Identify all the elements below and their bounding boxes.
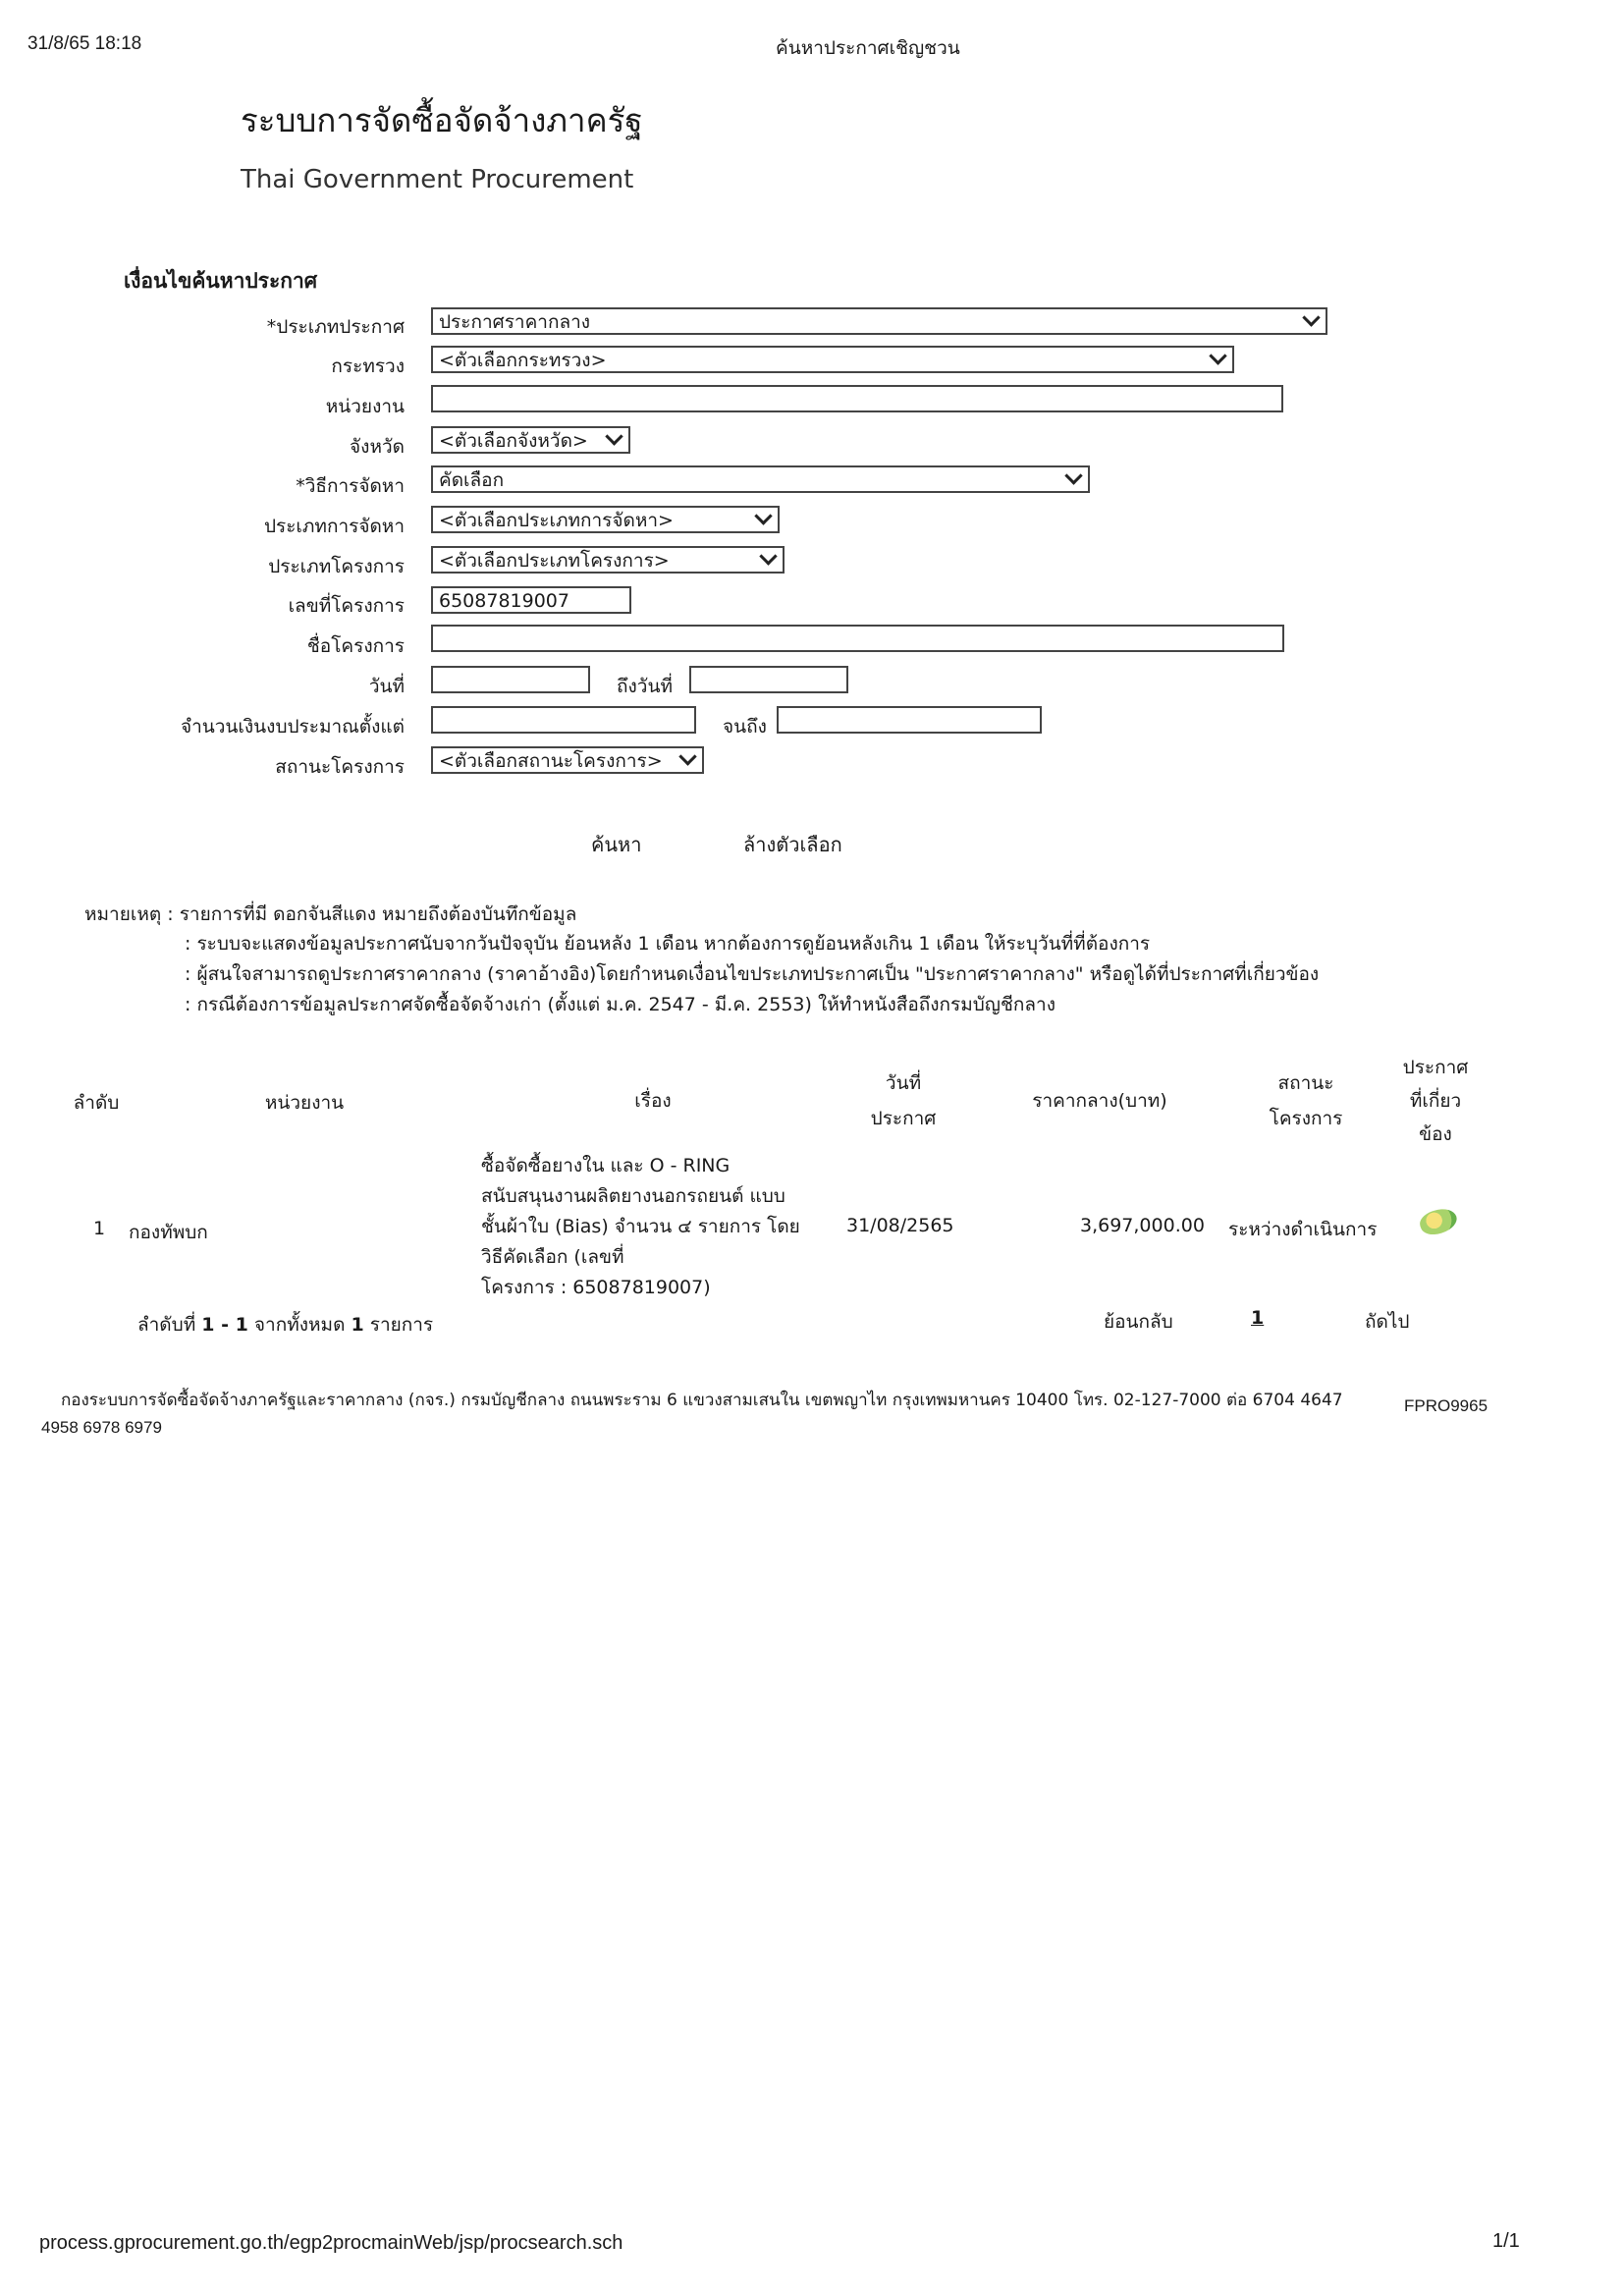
row-subject-line: โครงการ : 65087819007) (481, 1277, 711, 1298)
col-header-related-line: ข้อง (1419, 1123, 1452, 1145)
row-date: 31/08/2565 (846, 1215, 954, 1236)
project-name-label: ชื่อโครงการ (306, 635, 405, 657)
print-datetime: 31/8/65 18:18 (27, 33, 142, 54)
row-subject-line: ชั้นผ้าใบ (Bias) จำนวน ๔ รายการ โดย (481, 1216, 800, 1237)
date-from-input[interactable] (431, 666, 590, 693)
summary-range: 1 - 1 (201, 1314, 248, 1336)
project-type-label: ประเภทโครงการ (268, 556, 405, 577)
ministry-value: <ตัวเลือกกระทรวง> (439, 350, 607, 371)
col-header-date-line: ประกาศ (870, 1108, 937, 1129)
project-no-input[interactable]: 65087819007 (431, 586, 631, 614)
col-header-status-line: โครงการ (1269, 1108, 1343, 1129)
procure-type-value: <ตัวเลือกประเภทการจัดหา> (439, 510, 674, 531)
col-header-agency: หน่วยงาน (264, 1092, 345, 1114)
project-type-value: <ตัวเลือกประเภทโครงการ> (439, 550, 670, 572)
procure-type-select[interactable] (431, 506, 780, 533)
announce-type-select[interactable] (431, 307, 1327, 335)
col-header-related-line: ที่เกี่ยว (1409, 1090, 1462, 1112)
ministry-select[interactable] (431, 346, 1234, 373)
row-subject[interactable] (481, 1151, 800, 1303)
row-status: ระหว่างดำเนินการ (1228, 1219, 1378, 1240)
footer-org-line: กองระบบการจัดซื้อจัดจ้างภาครัฐและราคากลาง (กจร.) กรมบัญชีกลาง ถนนพระราม 6 แขวงสามเสนใน เขตพญาไท กรุงเทพมหานคร 10400 โทร. 02-127-7000 ต่อ 6704 4647 (61, 1391, 1343, 1410)
summary-prefix: ลำดับที่ (137, 1314, 196, 1336)
chevron-down-icon (1302, 308, 1320, 326)
row-seq: 1 (93, 1218, 106, 1239)
summary-suffix: รายการ (369, 1314, 434, 1336)
col-header-status-line: สถานะ (1277, 1072, 1334, 1094)
project-name-input[interactable] (431, 625, 1284, 652)
search-button[interactable]: ค้นหา (591, 833, 642, 856)
page-title: ค้นหาประกาศเชิญชวน (776, 37, 960, 59)
col-header-subject: เรื่อง (634, 1090, 672, 1112)
announce-type-value: ประกาศราคากลาง (439, 311, 591, 333)
summary-mid: จากทั้งหมด (253, 1314, 346, 1336)
print-page-of: 1/1 (1492, 2230, 1520, 2252)
budget-to-label: จนถึง (723, 716, 767, 738)
date-to-label: ถึงวันที่ (617, 676, 673, 697)
project-type-select[interactable] (431, 546, 785, 574)
next-page-link[interactable]: ถัดไป (1365, 1311, 1410, 1333)
row-subject-line: สนับสนุนงานผลิตยางนอกรถยนต์ แบบ (481, 1185, 785, 1207)
ministry-label: กระทรวง (331, 355, 405, 377)
note-line: หมายเหตุ : รายการที่มี ดอกจันสีแดง หมายถึงต้องบันทึกข้อมูล (84, 903, 577, 925)
clear-button[interactable]: ล้างตัวเลือก (743, 833, 842, 856)
method-value: คัดเลือก (439, 469, 505, 491)
prev-page-link[interactable]: ย้อนกลับ (1104, 1311, 1173, 1333)
province-select[interactable] (431, 426, 630, 454)
agency-input[interactable] (431, 385, 1283, 412)
page-number-link[interactable]: 1 (1251, 1307, 1265, 1329)
budget-from-input[interactable] (431, 706, 696, 734)
project-status-select[interactable] (431, 746, 704, 774)
system-title-th: ระบบการจัดซื้อจัดจ้างภาครัฐ (241, 101, 643, 139)
note-line: : ระบบจะแสดงข้อมูลประกาศนับจากวันปัจจุบัน ย้อนหลัง 1 เดือน หากต้องการดูย้อนหลังเกิน 1 เดือน ให้ระบุวันที่ที่ต้องการ (185, 933, 1151, 955)
col-header-status (1247, 1068, 1365, 1133)
province-label: จังหวัด (350, 436, 405, 458)
row-subject-line: วิธีคัดเลือก (เลขที่ (481, 1246, 624, 1268)
province-value: <ตัวเลือกจังหวัด> (439, 430, 588, 452)
col-header-price: ราคากลาง(บาท) (1032, 1090, 1167, 1112)
system-title-en: Thai Government Procurement (241, 165, 634, 194)
chevron-down-icon (1209, 347, 1226, 364)
budget-from-label: จำนวนเงินงบประมาณตั้งแต่ (180, 716, 405, 738)
chevron-down-icon (678, 747, 696, 765)
agency-label: หน่วยงาน (325, 396, 405, 417)
project-no-label: เลขที่โครงการ (288, 595, 405, 617)
note-line: : กรณีต้องการข้อมูลประกาศจัดซื้อจัดจ้างเก่า (ตั้งแต่ ม.ค. 2547 - มี.ค. 2553) ให้ทำหนังสือถึงกรมบัญชีกลาง (185, 994, 1056, 1015)
summary-total: 1 (351, 1314, 364, 1336)
announce-type-label: *ประเภทประกาศ (266, 316, 405, 338)
chevron-down-icon (1064, 466, 1082, 484)
method-select[interactable] (431, 465, 1090, 493)
chevron-down-icon (605, 427, 623, 445)
row-price: 3,697,000.00 (1080, 1215, 1205, 1236)
method-label: *วิธีการจัดหา (296, 475, 405, 497)
footer-code: FPRO9965 (1404, 1396, 1489, 1415)
col-header-date (844, 1068, 962, 1133)
row-agency: กองทัพบก (129, 1222, 208, 1243)
result-summary (137, 1310, 433, 1339)
date-to-input[interactable] (689, 666, 848, 693)
col-header-related (1377, 1053, 1494, 1149)
col-header-related-line: ประกาศ (1402, 1057, 1469, 1078)
project-status-value: <ตัวเลือกสถานะโครงการ> (439, 750, 663, 772)
footer-org-line: 4958 6978 6979 (41, 1418, 162, 1437)
chevron-down-icon (754, 507, 772, 524)
col-header-date-line: วันที่ (885, 1072, 922, 1094)
col-header-seq: ลำดับ (73, 1092, 120, 1114)
note-line: : ผู้สนใจสามารถดูประกาศราคากลาง (ราคาอ้างอิง)โดยกำหนดเงื่อนไขประเภทประกาศเป็น "ประกาศราคากลาง" หรือดูได้ที่ประกาศที่เกี่ยวข้อง (185, 963, 1320, 985)
print-url: process.gprocurement.go.th/egp2procmainWeb/jsp/procsearch.sch (39, 2232, 623, 2254)
search-section-title: เงื่อนไขค้นหาประกาศ (124, 269, 318, 293)
chevron-down-icon (759, 547, 777, 565)
row-subject-line: ซื้อจัดซื้อยางใน และ O - RING (481, 1155, 731, 1176)
date-from-label: วันที่ (368, 676, 405, 697)
announcement-doc-icon[interactable] (1417, 1205, 1460, 1239)
procure-type-label: ประเภทการจัดหา (263, 516, 405, 537)
budget-to-input[interactable] (777, 706, 1042, 734)
project-status-label: สถานะโครงการ (275, 756, 405, 778)
